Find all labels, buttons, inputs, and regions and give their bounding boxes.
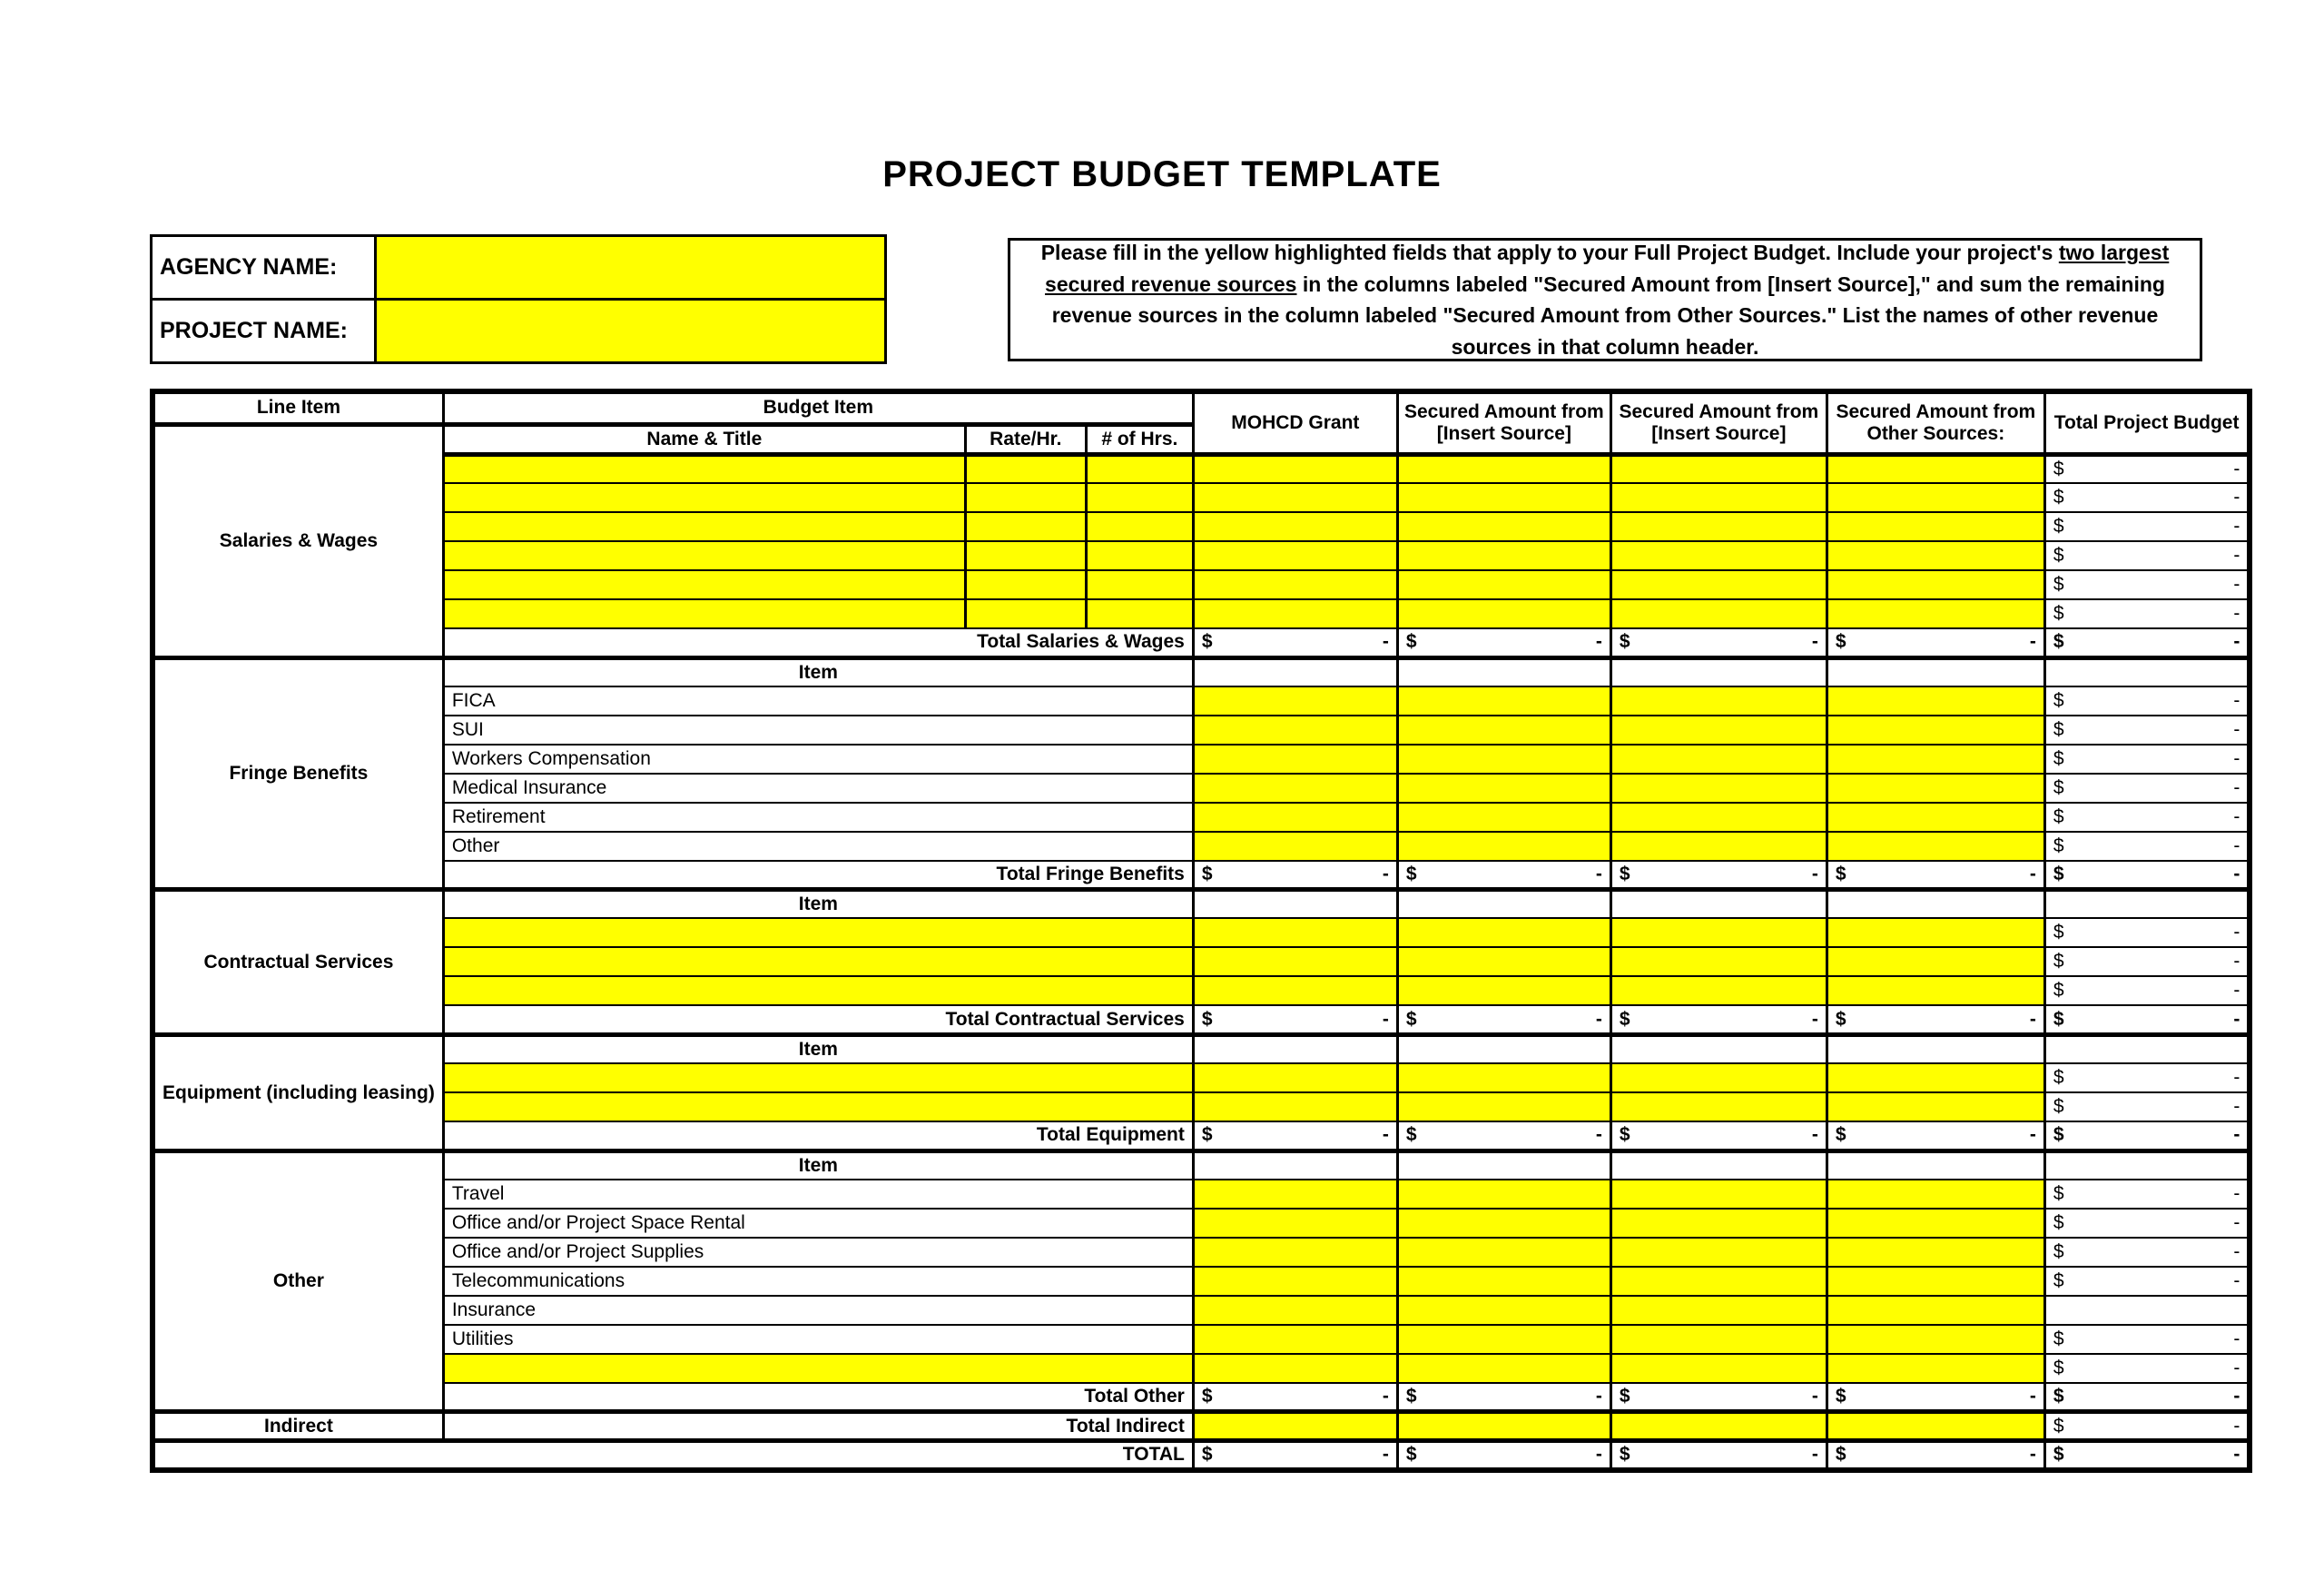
item-header-row bbox=[153, 1034, 2250, 1063]
secured-2-input[interactable] bbox=[1610, 716, 1827, 745]
amount-cell: $ - bbox=[1397, 1005, 1610, 1034]
amount-cell: $ - bbox=[2044, 628, 2250, 657]
item-header: Item bbox=[443, 657, 1193, 686]
total-row bbox=[153, 1121, 2250, 1150]
amount-cell: $ - bbox=[1610, 1383, 1827, 1412]
total-indirect-label: Total Indirect bbox=[443, 1412, 1193, 1441]
header-num-hrs: # of Hrs. bbox=[1086, 424, 1193, 454]
blank-cell bbox=[1193, 657, 1397, 686]
table-row bbox=[153, 1238, 2250, 1267]
blank-cell bbox=[1827, 657, 2044, 686]
mohcd-grant-input[interactable] bbox=[1193, 1325, 1397, 1354]
secured-2-input[interactable] bbox=[1610, 483, 1827, 512]
secured-1-input[interactable] bbox=[1397, 1238, 1610, 1267]
table-row bbox=[153, 570, 2250, 599]
amount-cell: $ - bbox=[2044, 1383, 2250, 1412]
mohcd-grant-input[interactable] bbox=[1193, 1063, 1397, 1092]
secured-1-input[interactable] bbox=[1397, 512, 1610, 541]
section-label-salaries: Salaries & Wages bbox=[153, 424, 443, 657]
amount-cell: $ - bbox=[2044, 918, 2250, 947]
item-header-row bbox=[153, 1150, 2250, 1180]
hours-input[interactable] bbox=[1086, 599, 1193, 628]
total-equipment-label: Total Equipment bbox=[443, 1121, 1193, 1150]
amount-cell: $ - bbox=[2044, 570, 2250, 599]
total-contractual-label: Total Contractual Services bbox=[443, 1005, 1193, 1034]
total-fringe-label: Total Fringe Benefits bbox=[443, 861, 1193, 890]
secured-2-input[interactable] bbox=[1610, 1296, 1827, 1325]
secured-2-input[interactable] bbox=[1610, 1063, 1827, 1092]
item-label: Retirement bbox=[443, 803, 1193, 832]
rate-input[interactable] bbox=[965, 454, 1086, 483]
amount-cell: $ - bbox=[2044, 1209, 2250, 1238]
mohcd-grant-input[interactable] bbox=[1193, 1354, 1397, 1383]
mohcd-grant-input[interactable] bbox=[1193, 1267, 1397, 1296]
mohcd-grant-input[interactable] bbox=[1193, 686, 1397, 716]
amount-cell: $ - bbox=[2044, 1325, 2250, 1354]
secured-other-input[interactable] bbox=[1827, 947, 2044, 976]
mohcd-grant-input[interactable] bbox=[1193, 716, 1397, 745]
blank-cell bbox=[2044, 1034, 2250, 1063]
secured-1-input[interactable] bbox=[1397, 483, 1610, 512]
secured-2-input[interactable] bbox=[1610, 1267, 1827, 1296]
amount-cell: $ - bbox=[2044, 686, 2250, 716]
secured-2-input[interactable] bbox=[1610, 570, 1827, 599]
secured-other-input[interactable] bbox=[1827, 686, 2044, 716]
section-label-contractual: Contractual Services bbox=[153, 890, 443, 1035]
amount-cell: $ - bbox=[2044, 976, 2250, 1005]
secured-2-input[interactable] bbox=[1610, 1325, 1827, 1354]
header-budget-item: Budget Item bbox=[443, 391, 1193, 424]
amount-cell: $ - bbox=[1193, 1441, 1397, 1470]
table-row bbox=[152, 236, 886, 300]
secured-other-input[interactable] bbox=[1827, 1092, 2044, 1121]
secured-other-input[interactable] bbox=[1827, 918, 2044, 947]
blank-cell bbox=[1610, 657, 1827, 686]
amount-cell: $ - bbox=[1610, 1441, 1827, 1470]
header-secured-source-1: Secured Amount from [Insert Source] bbox=[1397, 391, 1610, 454]
secured-1-input[interactable] bbox=[1397, 918, 1610, 947]
secured-1-input[interactable] bbox=[1397, 541, 1610, 570]
section-label-fringe: Fringe Benefits bbox=[153, 657, 443, 890]
section-label-other: Other bbox=[153, 1150, 443, 1412]
mohcd-grant-input[interactable] bbox=[1193, 454, 1397, 483]
budget-table bbox=[150, 389, 2252, 1473]
rate-input[interactable] bbox=[965, 512, 1086, 541]
secured-other-input[interactable] bbox=[1827, 454, 2044, 483]
blank-cell bbox=[2044, 1296, 2250, 1325]
table-row bbox=[153, 716, 2250, 745]
item-header-row bbox=[153, 657, 2250, 686]
total-salaries-label: Total Salaries & Wages bbox=[443, 628, 1193, 657]
project-name-label: PROJECT NAME: bbox=[152, 300, 376, 363]
instructions-box bbox=[1008, 238, 2202, 361]
table-row bbox=[153, 483, 2250, 512]
blank-cell bbox=[1397, 657, 1610, 686]
total-row bbox=[153, 1383, 2250, 1412]
item-input[interactable] bbox=[443, 976, 1193, 1005]
secured-1-input[interactable] bbox=[1397, 1412, 1610, 1441]
blank-cell bbox=[1827, 1150, 2044, 1180]
table-row bbox=[153, 512, 2250, 541]
total-row bbox=[153, 628, 2250, 657]
item-input[interactable] bbox=[443, 947, 1193, 976]
blank-cell bbox=[1397, 1150, 1610, 1180]
instructions-text bbox=[1032, 237, 2178, 362]
secured-1-input[interactable] bbox=[1397, 454, 1610, 483]
amount-cell: $ - bbox=[2044, 1063, 2250, 1092]
amount-cell: $ - bbox=[1193, 861, 1397, 890]
amount-cell: $ - bbox=[1610, 1005, 1827, 1034]
mohcd-grant-input[interactable] bbox=[1193, 599, 1397, 628]
rate-input[interactable] bbox=[965, 483, 1086, 512]
amount-cell: $ - bbox=[2044, 1267, 2250, 1296]
secured-2-input[interactable] bbox=[1610, 1180, 1827, 1209]
secured-1-input[interactable] bbox=[1397, 1092, 1610, 1121]
secured-2-input[interactable] bbox=[1610, 686, 1827, 716]
hours-input[interactable] bbox=[1086, 512, 1193, 541]
agency-name-label: AGENCY NAME: bbox=[152, 236, 376, 300]
secured-other-input[interactable] bbox=[1827, 1325, 2044, 1354]
amount-cell: $ - bbox=[1827, 1121, 2044, 1150]
blank-cell bbox=[1193, 1034, 1397, 1063]
amount-cell: $ - bbox=[2044, 774, 2250, 803]
mohcd-grant-input[interactable] bbox=[1193, 512, 1397, 541]
item-label: Insurance bbox=[443, 1296, 1193, 1325]
blank-cell bbox=[2044, 657, 2250, 686]
amount-cell: $ - bbox=[2044, 1180, 2250, 1209]
name-title-input[interactable] bbox=[443, 570, 965, 599]
amount-cell: $ - bbox=[1827, 861, 2044, 890]
secured-1-input[interactable] bbox=[1397, 599, 1610, 628]
project-name-input[interactable] bbox=[376, 300, 886, 363]
mohcd-grant-input[interactable] bbox=[1193, 745, 1397, 774]
secured-1-input[interactable] bbox=[1397, 976, 1610, 1005]
secured-other-input[interactable] bbox=[1827, 570, 2044, 599]
header-row bbox=[153, 391, 2250, 424]
amount-cell: $ - bbox=[1827, 1441, 2044, 1470]
rate-input[interactable] bbox=[965, 599, 1086, 628]
blank-cell bbox=[1610, 890, 1827, 919]
header-mohcd-grant: MOHCD Grant bbox=[1193, 391, 1397, 454]
blank-cell bbox=[1610, 1150, 1827, 1180]
header-line-item: Line Item bbox=[153, 391, 443, 424]
secured-other-input[interactable] bbox=[1827, 512, 2044, 541]
amount-cell: $ - bbox=[2044, 454, 2250, 483]
amount-cell: $ - bbox=[2044, 947, 2250, 976]
secured-other-input[interactable] bbox=[1827, 1063, 2044, 1092]
amount-cell: $ - bbox=[2044, 832, 2250, 861]
table-row bbox=[153, 1209, 2250, 1238]
secured-other-input[interactable] bbox=[1827, 716, 2044, 745]
mohcd-grant-input[interactable] bbox=[1193, 947, 1397, 976]
amount-cell: $ - bbox=[1397, 1441, 1610, 1470]
blank-cell bbox=[1193, 890, 1397, 919]
amount-cell: $ - bbox=[1827, 628, 2044, 657]
secured-1-input[interactable] bbox=[1397, 1354, 1610, 1383]
secured-2-input[interactable] bbox=[1610, 1209, 1827, 1238]
item-header: Item bbox=[443, 1150, 1193, 1180]
table-row bbox=[153, 686, 2250, 716]
blank-cell bbox=[2044, 890, 2250, 919]
amount-cell: $ - bbox=[1193, 1121, 1397, 1150]
instructions-part1: Please fill in the yellow highlighted fields that apply to your Full Project Budget. Include your project's bbox=[1040, 241, 2059, 264]
secured-other-input[interactable] bbox=[1827, 1412, 2044, 1441]
total-row bbox=[153, 1005, 2250, 1034]
secured-other-input[interactable] bbox=[1827, 976, 2044, 1005]
mohcd-grant-input[interactable] bbox=[1193, 1209, 1397, 1238]
amount-cell: $ - bbox=[2044, 803, 2250, 832]
item-label: SUI bbox=[443, 716, 1193, 745]
grand-total-label: TOTAL bbox=[153, 1441, 1193, 1470]
table-row bbox=[153, 803, 2250, 832]
secured-1-input[interactable] bbox=[1397, 686, 1610, 716]
item-label: Office and/or Project Space Rental bbox=[443, 1209, 1193, 1238]
secured-other-input[interactable] bbox=[1827, 599, 2044, 628]
secured-1-input[interactable] bbox=[1397, 716, 1610, 745]
item-input[interactable] bbox=[443, 1092, 1193, 1121]
secured-2-input[interactable] bbox=[1610, 918, 1827, 947]
secured-2-input[interactable] bbox=[1610, 1092, 1827, 1121]
secured-2-input[interactable] bbox=[1610, 774, 1827, 803]
section-label-indirect: Indirect bbox=[153, 1412, 443, 1441]
secured-1-input[interactable] bbox=[1397, 1180, 1610, 1209]
mohcd-grant-input[interactable] bbox=[1193, 1180, 1397, 1209]
amount-cell: $ - bbox=[2044, 1412, 2250, 1441]
blank-cell bbox=[1193, 1150, 1397, 1180]
mohcd-grant-input[interactable] bbox=[1193, 1092, 1397, 1121]
instructions-underlined-text: two largest secured revenue sources bbox=[1045, 241, 2170, 296]
name-title-input[interactable] bbox=[443, 512, 965, 541]
secured-2-input[interactable] bbox=[1610, 976, 1827, 1005]
amount-cell: $ - bbox=[1397, 1383, 1610, 1412]
rate-input[interactable] bbox=[965, 570, 1086, 599]
amount-cell: $ - bbox=[2044, 1441, 2250, 1470]
secured-other-input[interactable] bbox=[1827, 774, 2044, 803]
item-input[interactable] bbox=[443, 918, 1193, 947]
blank-cell bbox=[2044, 1150, 2250, 1180]
total-other-label: Total Other bbox=[443, 1383, 1193, 1412]
secured-other-input[interactable] bbox=[1827, 483, 2044, 512]
section-label-equipment: Equipment (including leasing) bbox=[153, 1034, 443, 1150]
table-row bbox=[153, 541, 2250, 570]
item-label: Other bbox=[443, 832, 1193, 861]
header-secured-source-2: Secured Amount from [Insert Source] bbox=[1610, 391, 1827, 454]
secured-2-input[interactable] bbox=[1610, 1412, 1827, 1441]
amount-cell: $ - bbox=[2044, 483, 2250, 512]
amount-cell: $ - bbox=[1193, 1383, 1397, 1412]
secured-other-input[interactable] bbox=[1827, 1238, 2044, 1267]
secured-1-input[interactable] bbox=[1397, 832, 1610, 861]
amount-cell: $ - bbox=[2044, 1005, 2250, 1034]
mohcd-grant-input[interactable] bbox=[1193, 570, 1397, 599]
blank-cell bbox=[1827, 890, 2044, 919]
amount-cell: $ - bbox=[1193, 628, 1397, 657]
mohcd-grant-input[interactable] bbox=[1193, 1296, 1397, 1325]
item-header: Item bbox=[443, 890, 1193, 919]
secured-2-input[interactable] bbox=[1610, 947, 1827, 976]
amount-cell: $ - bbox=[2044, 512, 2250, 541]
secured-2-input[interactable] bbox=[1610, 1238, 1827, 1267]
item-input[interactable] bbox=[443, 1063, 1193, 1092]
amount-cell: $ - bbox=[2044, 1092, 2250, 1121]
hours-input[interactable] bbox=[1086, 483, 1193, 512]
secured-1-input[interactable] bbox=[1397, 570, 1610, 599]
amount-cell: $ - bbox=[2044, 541, 2250, 570]
name-title-input[interactable] bbox=[443, 599, 965, 628]
table-row bbox=[152, 300, 886, 363]
table-row bbox=[153, 1092, 2250, 1121]
amount-cell: $ - bbox=[2044, 745, 2250, 774]
secured-1-input[interactable] bbox=[1397, 803, 1610, 832]
amount-cell: $ - bbox=[1610, 861, 1827, 890]
secured-1-input[interactable] bbox=[1397, 1296, 1610, 1325]
amount-cell: $ - bbox=[1827, 1383, 2044, 1412]
header-total-project-budget: Total Project Budget bbox=[2044, 391, 2250, 454]
rate-input[interactable] bbox=[965, 541, 1086, 570]
secured-other-input[interactable] bbox=[1827, 1296, 2044, 1325]
table-row bbox=[153, 745, 2250, 774]
page-title: PROJECT BUDGET TEMPLATE bbox=[882, 154, 1442, 194]
amount-cell: $ - bbox=[1397, 1121, 1610, 1150]
secured-1-input[interactable] bbox=[1397, 1209, 1610, 1238]
name-title-input[interactable] bbox=[443, 454, 965, 483]
secured-2-input[interactable] bbox=[1610, 1354, 1827, 1383]
secured-2-input[interactable] bbox=[1610, 541, 1827, 570]
amount-cell: $ - bbox=[2044, 599, 2250, 628]
secured-2-input[interactable] bbox=[1610, 832, 1827, 861]
amount-cell: $ - bbox=[1193, 1005, 1397, 1034]
secured-other-input[interactable] bbox=[1827, 1354, 2044, 1383]
amount-cell: $ - bbox=[2044, 1238, 2250, 1267]
table-row bbox=[153, 1325, 2250, 1354]
item-label: Utilities bbox=[443, 1325, 1193, 1354]
secured-other-input[interactable] bbox=[1827, 1267, 2044, 1296]
table-row bbox=[153, 774, 2250, 803]
agency-name-input[interactable] bbox=[376, 236, 886, 300]
secured-1-input[interactable] bbox=[1397, 745, 1610, 774]
item-label: Telecommunications bbox=[443, 1267, 1193, 1296]
blank-cell bbox=[1610, 1034, 1827, 1063]
secured-2-input[interactable] bbox=[1610, 745, 1827, 774]
mohcd-grant-input[interactable] bbox=[1193, 1238, 1397, 1267]
name-title-input[interactable] bbox=[443, 541, 965, 570]
mohcd-grant-input[interactable] bbox=[1193, 774, 1397, 803]
secured-2-input[interactable] bbox=[1610, 803, 1827, 832]
mohcd-grant-input[interactable] bbox=[1193, 832, 1397, 861]
table-row bbox=[153, 1267, 2250, 1296]
secured-other-input[interactable] bbox=[1827, 1209, 2044, 1238]
name-title-input[interactable] bbox=[443, 483, 965, 512]
blank-cell bbox=[1827, 1034, 2044, 1063]
secured-1-input[interactable] bbox=[1397, 1063, 1610, 1092]
mohcd-grant-input[interactable] bbox=[1193, 803, 1397, 832]
total-row bbox=[153, 1441, 2250, 1470]
amount-cell: $ - bbox=[2044, 1354, 2250, 1383]
amount-cell: $ - bbox=[1827, 1005, 2044, 1034]
mohcd-grant-input[interactable] bbox=[1193, 1412, 1397, 1441]
secured-other-input[interactable] bbox=[1827, 803, 2044, 832]
secured-other-input[interactable] bbox=[1827, 745, 2044, 774]
secured-other-input[interactable] bbox=[1827, 832, 2044, 861]
secured-2-input[interactable] bbox=[1610, 599, 1827, 628]
item-label: Office and/or Project Supplies bbox=[443, 1238, 1193, 1267]
secured-1-input[interactable] bbox=[1397, 1267, 1610, 1296]
table-row bbox=[153, 1063, 2250, 1092]
secured-1-input[interactable] bbox=[1397, 947, 1610, 976]
hours-input[interactable] bbox=[1086, 570, 1193, 599]
hours-input[interactable] bbox=[1086, 541, 1193, 570]
amount-cell: $ - bbox=[2044, 861, 2250, 890]
mohcd-grant-input[interactable] bbox=[1193, 918, 1397, 947]
amount-cell: $ - bbox=[1397, 628, 1610, 657]
secured-other-input[interactable] bbox=[1827, 541, 2044, 570]
amount-cell: $ - bbox=[1610, 628, 1827, 657]
secured-1-input[interactable] bbox=[1397, 1325, 1610, 1354]
mohcd-grant-input[interactable] bbox=[1193, 541, 1397, 570]
total-row bbox=[153, 861, 2250, 890]
name-form bbox=[150, 234, 887, 364]
table-row bbox=[153, 599, 2250, 628]
table-row bbox=[153, 976, 2250, 1005]
item-label: FICA bbox=[443, 686, 1193, 716]
instructions-part2: in the columns labeled "Secured Amount from [Insert Source]," and sum the remaining revenue sources in the column labeled "Secured Amount from Other Sources." List the names of other revenue sources in that column header. bbox=[1051, 272, 2165, 359]
header-rate-hr: Rate/Hr. bbox=[965, 424, 1086, 454]
mohcd-grant-input[interactable] bbox=[1193, 976, 1397, 1005]
item-label: Medical Insurance bbox=[443, 774, 1193, 803]
table-row bbox=[153, 1180, 2250, 1209]
item-header: Item bbox=[443, 1034, 1193, 1063]
table-row bbox=[153, 918, 2250, 947]
header-secured-other-sources: Secured Amount from Other Sources: bbox=[1827, 391, 2044, 454]
amount-cell: $ - bbox=[2044, 716, 2250, 745]
secured-2-input[interactable] bbox=[1610, 512, 1827, 541]
mohcd-grant-input[interactable] bbox=[1193, 483, 1397, 512]
secured-other-input[interactable] bbox=[1827, 1180, 2044, 1209]
table-row bbox=[153, 1412, 2250, 1441]
secured-1-input[interactable] bbox=[1397, 774, 1610, 803]
item-input[interactable] bbox=[443, 1354, 1193, 1383]
amount-cell: $ - bbox=[2044, 1121, 2250, 1150]
table-row bbox=[153, 454, 2250, 483]
blank-cell bbox=[1397, 890, 1610, 919]
amount-cell: $ - bbox=[1610, 1121, 1827, 1150]
amount-cell: $ - bbox=[1397, 861, 1610, 890]
table-row bbox=[153, 947, 2250, 976]
table-row bbox=[153, 1354, 2250, 1383]
blank-cell bbox=[1397, 1034, 1610, 1063]
secured-2-input[interactable] bbox=[1610, 454, 1827, 483]
item-label: Workers Compensation bbox=[443, 745, 1193, 774]
hours-input[interactable] bbox=[1086, 454, 1193, 483]
table-row bbox=[153, 832, 2250, 861]
table-row bbox=[153, 1296, 2250, 1325]
item-label: Travel bbox=[443, 1180, 1193, 1209]
header-name-title: Name & Title bbox=[443, 424, 965, 454]
item-header-row bbox=[153, 890, 2250, 919]
